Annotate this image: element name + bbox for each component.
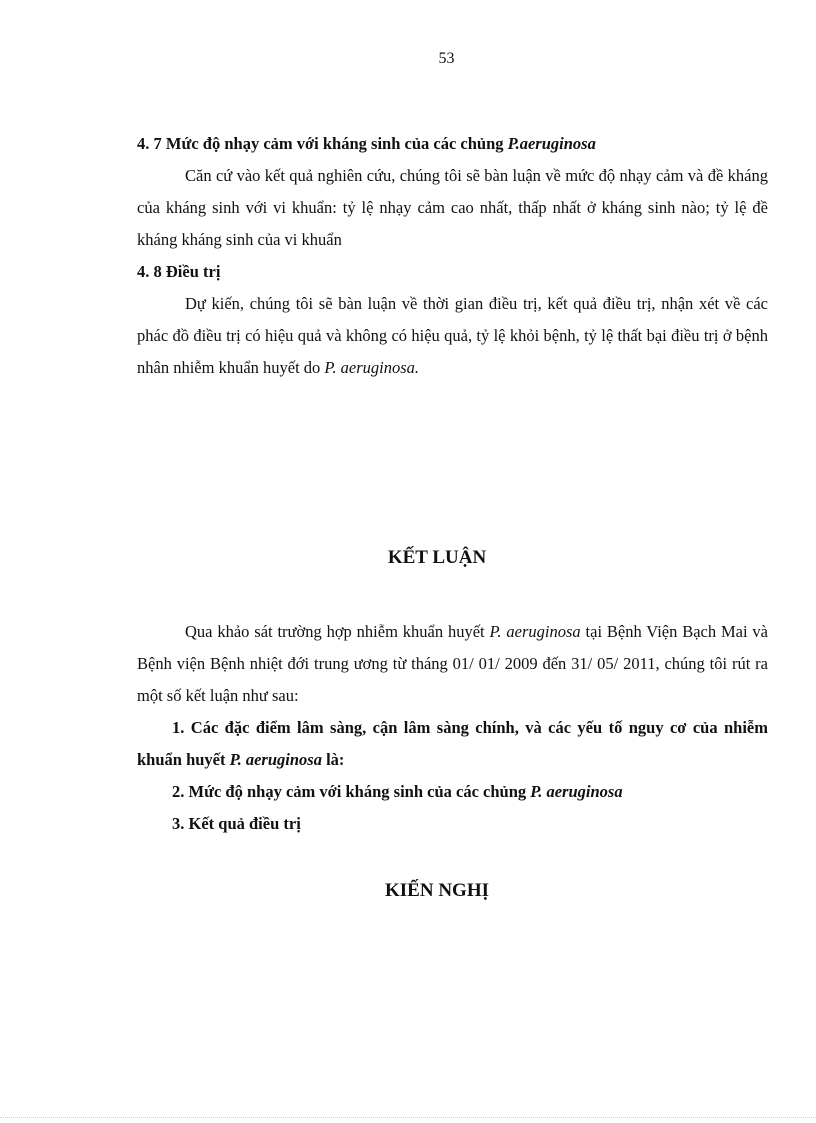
conclusion-item-2 — [137, 776, 768, 808]
conclusion-item-1-text: 1. Các đặc điểm lâm sàng, cận lâm sàng chính, và các yếu tố nguy cơ của nhiễm khuẩn huyết — [137, 718, 768, 769]
section-4-8-paragraph-text: Dự kiến, chúng tôi sẽ bàn luận về thời gian điều trị, kết quả điều trị, nhận xét về các phác đồ điều trị có hiệu quả và không có hiệu quả, tỷ lệ khỏi bệnh, tỷ lệ thất bại điều trị ở bệnh nhân nhiễm khuẩn huyết do — [137, 294, 768, 377]
page-number: 53 — [438, 50, 455, 67]
conclusion-body — [137, 616, 768, 840]
conclusion-intro-text: Qua khảo sát trường hợp nhiễm khuẩn huyết — [185, 622, 490, 641]
recommendation-title: KIẾN NGHỊ — [385, 880, 489, 901]
section-4-7-heading — [137, 128, 768, 160]
section-4-7-paragraph: Căn cứ vào kết quả nghiên cứu, chúng tôi sẽ bàn luận về mức độ nhạy cảm và đề kháng của kháng sinh với vi khuẩn: tỷ lệ nhạy cảm cao nhất, thấp nhất ở kháng sinh nào; tỷ lệ đề kháng kháng sinh của vi khuẩn — [137, 166, 768, 249]
conclusion-intro-text-end: tại Bệnh Viện Bạch Mai và Bệnh viện Bệnh nhiệt đới trung ương từ tháng 01/ 01/ 2009 đến 31/ 05/ 2011, chúng tôi rút ra một số kết luận như sau: — [137, 622, 768, 705]
conclusion-intro-organism: P. aeruginosa — [489, 622, 581, 641]
section-4-8 — [137, 256, 768, 384]
section-4-7-heading-organism: P.aeruginosa — [507, 134, 596, 153]
conclusion-item-3: 3. Kết quả điều trị — [172, 814, 301, 833]
conclusion-intro — [137, 616, 768, 712]
conclusion-item-2-organism: P. aeruginosa — [530, 782, 623, 801]
section-4-7-heading-text: 4. 7 Mức độ nhạy cảm với kháng sinh của các chủng — [137, 134, 508, 153]
conclusion-item-2-text: 2. Mức độ nhạy cảm với kháng sinh của các chủng — [172, 782, 531, 801]
section-4-8-heading: 4. 8 Điều trị — [137, 262, 221, 281]
conclusion-item-1-organism: P. aeruginosa — [229, 750, 322, 769]
conclusion-item-1-text-end: là: — [321, 750, 345, 769]
page-bottom-rule — [0, 1117, 816, 1118]
section-4-7 — [137, 128, 768, 256]
conclusion-title: KẾT LUẬN — [387, 547, 487, 568]
conclusion-item-1 — [137, 712, 768, 776]
section-4-8-paragraph — [137, 288, 768, 384]
section-4-8-paragraph-organism: P. aeruginosa. — [324, 358, 419, 377]
